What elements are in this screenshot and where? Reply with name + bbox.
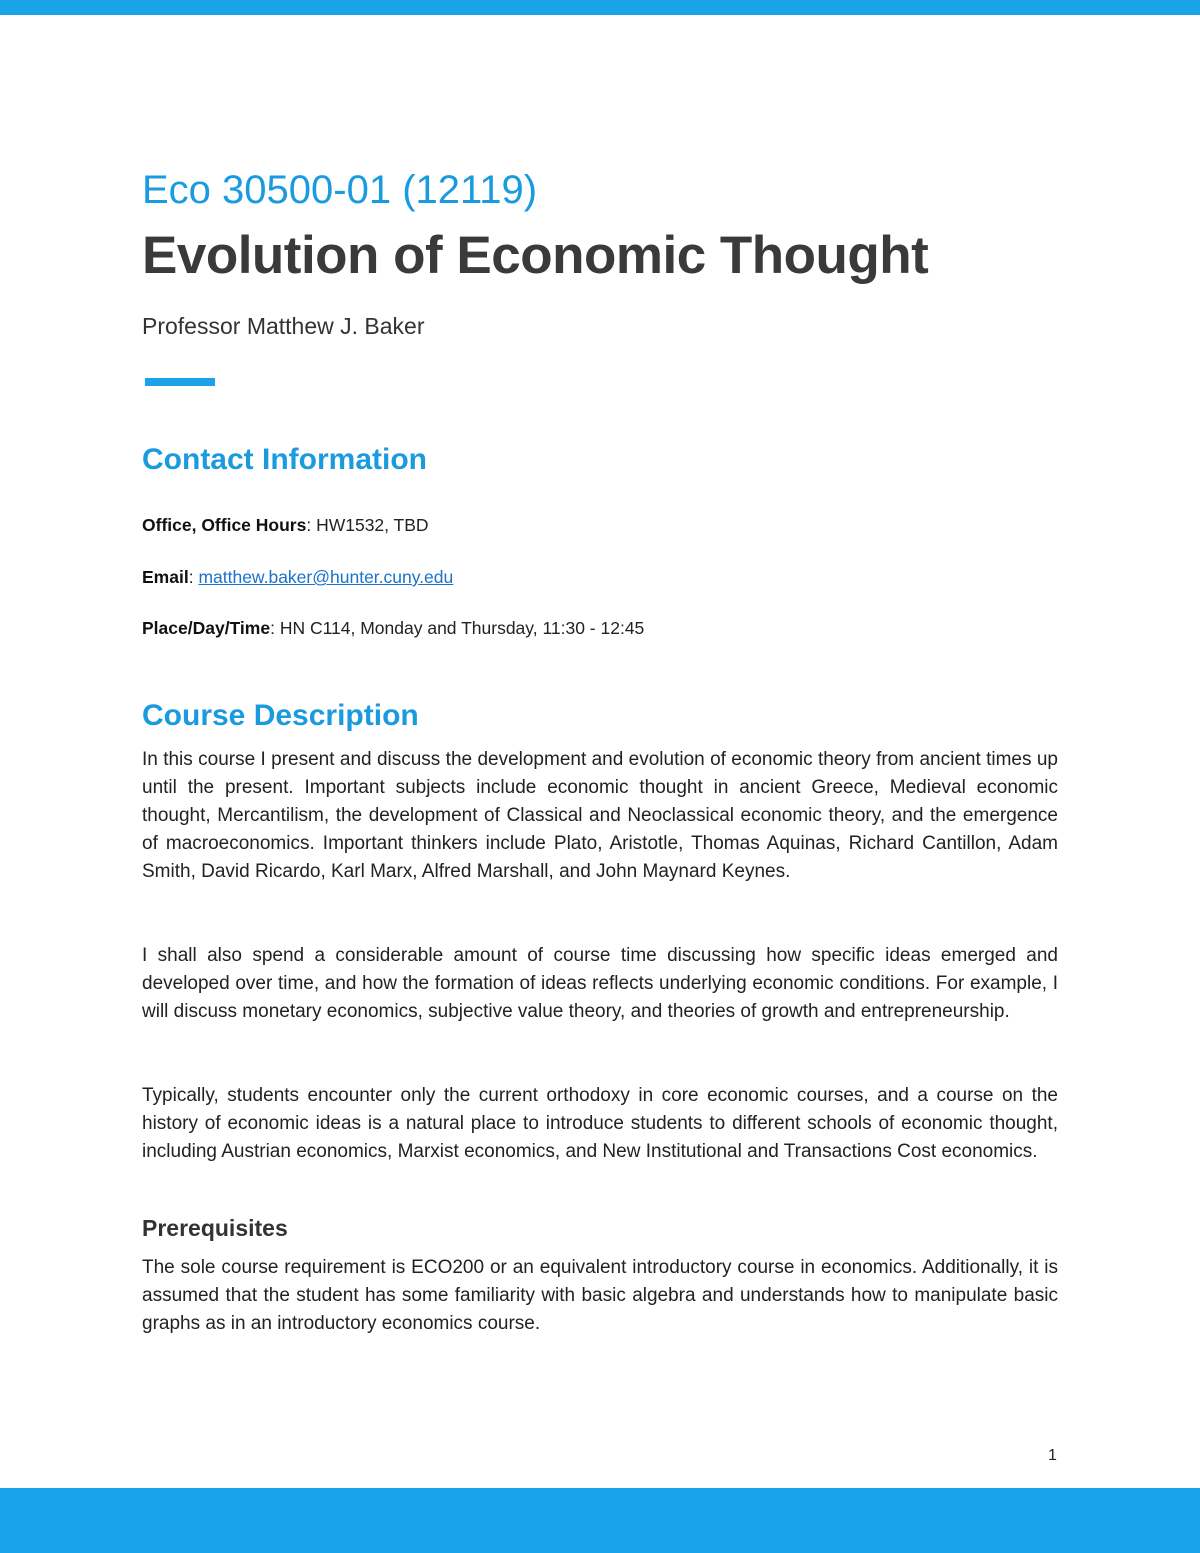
accent-divider <box>145 378 215 386</box>
email-separator: : <box>188 567 199 587</box>
office-hours-line <box>142 513 429 537</box>
email-line <box>142 565 453 589</box>
office-label: Office, Office Hours <box>142 515 307 535</box>
office-value: : HW1532, TBD <box>306 515 429 535</box>
description-paragraph-1: In this course I present and discuss the development and evolution of economic theory from ancient times up until the present. Important subjects include economic thought in ancient Greece, Medieval economic thought, Mercantilism, the development of Classical and Neoclassical economic theory, and the emergence of macroeconomics. Important thinkers include Plato, Aristotle, Thomas Aquinas, Richard Cantillon, Adam Smith, David Ricardo, Karl Marx, Alfred Marshall, and John Maynard Keynes. <box>142 749 1058 882</box>
description-paragraph-3: Typically, students encounter only the current orthodoxy in core economic courses, and a course on the history of economic ideas is a natural place to introduce students to different schools of economic thought, including Austrian economics, Marxist economics, and New Institutional and Transactions Cost economics. <box>142 1085 1058 1162</box>
description-paragraph-2: I shall also spend a considerable amount of course time discussing how specific ideas emerged and developed over time, and how the formation of ideas reflects underlying economic conditions. For example, I will discuss monetary economics, subjective value theory, and theories of growth and entrepreneurship. <box>142 945 1058 1022</box>
place-day-time-line <box>142 616 644 640</box>
page-number: 1 <box>1048 1447 1057 1464</box>
email-label: Email <box>142 567 189 587</box>
place-label: Place/Day/Time <box>142 618 271 638</box>
email-link[interactable]: matthew.baker@hunter.cuny.edu <box>198 567 454 587</box>
prerequisites-heading: Prerequisites <box>142 1215 288 1241</box>
prerequisites-paragraph: The sole course requirement is ECO200 or an equivalent introductory course in economics. Additionally, it is assumed that the student has some familiarity with basic algebra and understands how to manipulate basic graphs as in an introductory economics course. <box>142 1257 1058 1334</box>
course-title: Evolution of Economic Thought <box>142 226 929 285</box>
course-code: Eco 30500-01 (12119) <box>142 168 538 212</box>
top-accent-bar <box>0 0 1200 15</box>
professor-name: Professor Matthew J. Baker <box>142 313 425 339</box>
contact-heading: Contact Information <box>142 443 427 476</box>
place-value: : HN C114, Monday and Thursday, 11:30 - 12:45 <box>270 618 645 638</box>
course-description-heading: Course Description <box>142 699 419 732</box>
bottom-accent-bar <box>0 1488 1200 1553</box>
